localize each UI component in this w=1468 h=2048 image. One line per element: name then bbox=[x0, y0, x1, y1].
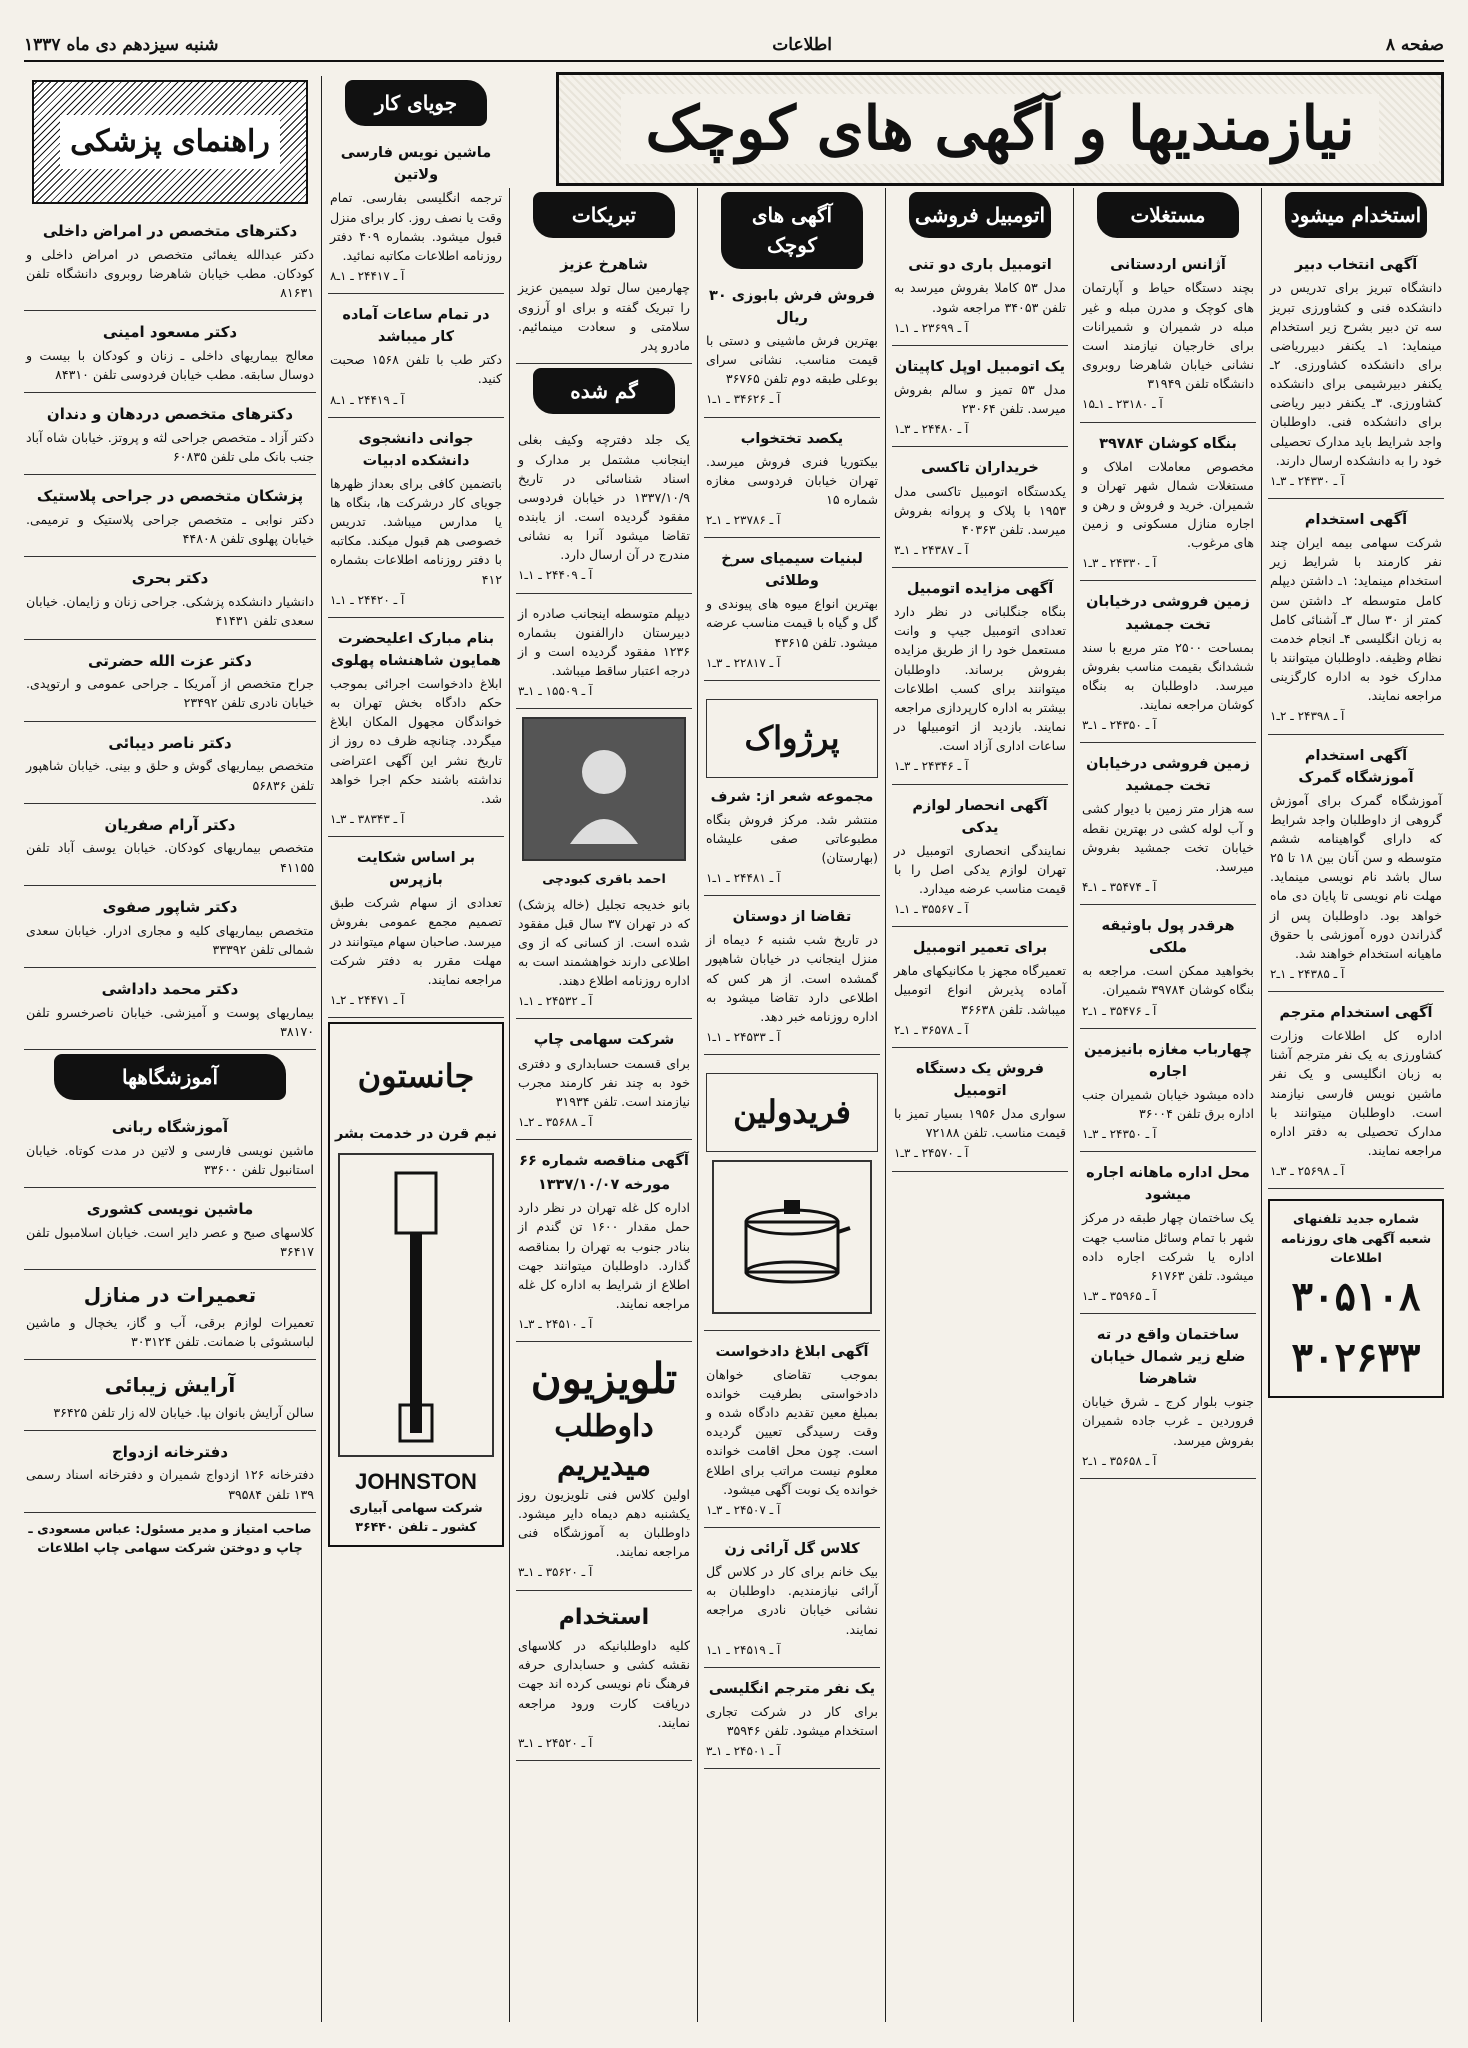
column-divider bbox=[509, 188, 510, 2022]
ad-body: بیک خانم برای کار در کلاس گل آرائی نیازمندیم. داوطلبان به نشانی خیابان نادری مراجعه نمایند. bbox=[706, 1564, 878, 1637]
cooker-icon bbox=[732, 1182, 852, 1292]
column-employment bbox=[1268, 188, 1444, 2022]
ad-code: آ ـ ۳۵۴۷۴ ـ ۱ـ۴ bbox=[1082, 879, 1157, 894]
ad-body: نمایندگی انحصاری اتومبیل در تهران لوازم یدکی اصل را با قیمت مناسب عرضه میدارد. bbox=[894, 842, 1066, 896]
tender-date: مورخه ۱۳۳۷/۱۰/۰۷ bbox=[537, 1177, 671, 1194]
tv-subtitle: داوطلب میدیریم bbox=[554, 1408, 654, 1483]
ad-body: داده میشود خیابان شمیران جنب اداره برق تلفن ۳۶۰۰۴ bbox=[1082, 1086, 1254, 1121]
ad-body: دانشگاه تبریز برای تدریس در دانشکده فنی و کشاورزی تبریز سه تن دبیر بشرح زیر استخدام مینماید: ۱ـ یکنفر دبیرریاضی برای دانشکده کشاورزی. ۲ـ یکنفر دبیرشیمی برای دانشکده کشاورزی. ۳ـ یکنفر دبیر ریاضی برای دانشکده فنی. داوطلبان واجد شرایط باید مدارک تحصیلی خود را به دانشکده ارسال دارند. bbox=[1270, 280, 1442, 468]
classified-ad bbox=[704, 1335, 880, 1528]
beauty-ad bbox=[24, 1364, 316, 1431]
ad-code: آ ـ ۲۴۵۳۲ ـ ۱ـ۱ bbox=[518, 994, 593, 1009]
water-pump-icon bbox=[376, 1165, 456, 1445]
ad-code: آ ـ ۲۴۵۱۰ ـ ۳ـ۱ bbox=[518, 1317, 593, 1332]
doctor-listing bbox=[24, 726, 316, 804]
ad-head: هرقدر پول باوثیقه ملکی bbox=[1101, 918, 1235, 957]
ad-body: بهترین انواع میوه های پیوندی و گل و گیاه با قیمت مناسب عرضه میشود. تلفن ۴۳۶۱۵ bbox=[706, 596, 878, 650]
classified-ad bbox=[1268, 996, 1444, 1189]
ad-code: آ ـ ۲۴۵۲۰ ـ ۱ـ۳ bbox=[518, 1735, 593, 1750]
ad-body: ابلاغ دادخواست اجرائی بموجب حکم دادگاه بخش تهران به خواندگان مجهول المکان ابلاغ میگردد. چنانچه ظرف ده روز از تاریخ نشر این آگهی اعتراضی نداشته باشند حکم اجرا خواهد شد. bbox=[330, 676, 502, 806]
ad-head: یک اتومبیل اوپل کاپیتان bbox=[894, 358, 1066, 375]
ad-head: در تمام ساعات آماده کار میباشد bbox=[342, 307, 490, 346]
ad-body: بموجب تقاضای خواهان دادخواستی بطرفیت خوانده بمبلغ معین تقدیم دادگاه شده و وقت رسیدگی تعیین گردیده است. چون محل اقامت خوانده معلوم نیست مراتب برای اطلاع خوانده یک نوبت آگهی میشود. bbox=[706, 1366, 878, 1497]
ad-head: دکتر شاپور صفوی bbox=[102, 897, 238, 916]
classified-ad bbox=[892, 931, 1068, 1048]
classified-ad bbox=[892, 1052, 1068, 1172]
ad-code: آ ـ ۲۳۷۸۶ ـ ۱ـ۲ bbox=[706, 512, 781, 527]
publisher-footer: صاحب امتیاز و مدیر مسئول: عباس مسعودی ـ چاپ و دوختن شرکت سهامی چاپ اطلاعات bbox=[28, 1520, 312, 1555]
classified-ad bbox=[892, 572, 1068, 784]
ad-body: بچند دستگاه حیاط و آپارتمان های کوچک و مدرن مبله و غیر مبله در شمیران و شمیرانات برای خارجیان نیازمند است نشانی خیابان شاهرضا روبروی دانشگاه تلفن ۳۱۹۴۹ bbox=[1082, 280, 1254, 392]
ad-code: آ ـ ۳۴۶۲۶ ـ ۱ـ۱ bbox=[706, 392, 781, 407]
classified-ad bbox=[1080, 1156, 1256, 1314]
ad-body: مخصوص معاملات املاک و مستغلات شمال شهر تهران و شمیران. خرید و فروش و رهن و اجاره منازل مسکونی و زمین های مرغوب. bbox=[1082, 458, 1254, 551]
ad-body: سواری مدل ۱۹۵۶ بسیار تمیز با قیمت مناسب. تلفن ۷۲۱۸۸ bbox=[894, 1106, 1066, 1141]
column-divider bbox=[697, 188, 698, 2022]
pump-brand-ad bbox=[328, 1022, 504, 1546]
ad-head: آگهی استخدام مترجم bbox=[1279, 1005, 1433, 1022]
page-label: صفحه ۸ bbox=[1385, 35, 1444, 55]
ad-code: آ ـ ۲۳۶۹۹ ـ ۱ـ۱ bbox=[894, 320, 969, 335]
ad-code: آ ـ ۲۴۴۷۱ ـ ۲ـ۱ bbox=[330, 993, 405, 1008]
page-date: شنبه سیزدهم دی ماه ۱۳۳۷ bbox=[24, 35, 219, 55]
classified-ad bbox=[1268, 503, 1444, 735]
ad-head: بر اساس شکایت بازپرس bbox=[356, 850, 476, 889]
classified-ad bbox=[328, 422, 504, 618]
ad-body: بانو خدیجه تجلیل (خاله پزشک) که در تهران ۳۷ سال قبل مفقود شده است. از کسانی که از وی اطلاعی دارند خواهشمند است به اداره روزنامه اطلاع دهند. bbox=[518, 896, 690, 989]
ad-code: آ ـ ۲۴۳۸۷ ـ ۱ـ۳ bbox=[894, 542, 969, 557]
classified-ad bbox=[704, 422, 880, 539]
ad-code: آ ـ ۲۴۴۱۹ ـ ۱ـ۸ bbox=[330, 392, 405, 407]
ad-code: آ ـ ۲۴۵۰۷ ـ ۳ـ۱ bbox=[706, 1502, 781, 1517]
ad-body: تعمیرات لوازم برقی، آب و گاز، یخچال و ماشین لباسشوئی با ضمانت. تلفن ۳۰۳۱۲۴ bbox=[26, 1314, 314, 1349]
ad-body: مدل ۵۳ کاملا بفروش میرسد به تلفن ۳۴۰۵۳ مراجعه شود. bbox=[894, 280, 1066, 315]
ad-body: آموزشگاه گمرک برای آموزش گروهی از داوطلبان واجد شرایط که دارای گواهینامه ششم متوسطه و سن آنان بین ۱۸ تا ۲۵ سال باشد نام نویسی مینماید. مهلت نام نویسی تا پایان دی ماه خواهد بود. داوطلبان پس از گذراندن دوره آموزشی با حقوق ماهیانه استخدام خواهند شد. bbox=[1270, 792, 1442, 961]
section-title-cars: اتومبیل فروشی bbox=[909, 192, 1050, 238]
ad-head: بنام مبارک اعلیحضرت همایون شاهنشاه پهلوی bbox=[331, 630, 501, 669]
portrait-caption: احمد باقری کبودچی bbox=[542, 871, 666, 887]
classified-ad bbox=[328, 298, 504, 418]
ad-code: آ ـ ۲۴۴۱۷ ـ ۱ـ۸ bbox=[330, 269, 405, 284]
ad-code: آ ـ ۳۶۵۷۸ ـ ۱ـ۲ bbox=[894, 1022, 969, 1037]
paper-name: اطلاعات bbox=[772, 35, 833, 55]
classified-ad bbox=[1268, 739, 1444, 993]
column-divider bbox=[1073, 188, 1074, 2022]
ad-head: خریداران تاکسی bbox=[921, 460, 1039, 477]
ad-head: دکترهای متخصص در امراض داخلی bbox=[42, 222, 298, 240]
ad-body: ترجمه انگلیسی بفارسی. تمام وقت یا نصف روز. کار برای منزل قبول میشود. بشماره ۴۰۹ دفتر روزنامه اطلاعات مکاتبه نمائید. bbox=[330, 190, 502, 263]
ad-head: لبنیات سیمیای سرخ وطلائی bbox=[721, 551, 863, 590]
ad-head: تعمیرات در منازل bbox=[83, 1283, 257, 1308]
promo-line: شماره جدید تلفنهای bbox=[1292, 1211, 1420, 1227]
ad-head: اتومبیل باری دو تنی bbox=[908, 257, 1052, 274]
ad-head: یک نفر مترجم انگلیسی bbox=[708, 1680, 876, 1697]
ad-body: تعدادی از سهام شرکت طبق تصمیم مجمع عمومی بفروش میرسد. صاحبان سهام میتوانند در مهلت مقرر به دفتر شرکت مراجعه نمایند. bbox=[330, 895, 502, 987]
ad-body: شرکت سهامی بیمه ایران چند نفر کارمند با شرایط زیر استخدام مینماید: ۱ـ داشتن دیپلم کامل متوسطه ۲ـ داشتن سن کمتر از ۳۰ سال ۳ـ آشنائی کامل به زبان انگلیسی ۴ـ انجام خدمت نظام وظیفه. داوطلبان میتوانند با مدارک خود به اداره کارگزینی مراجعه نمایند. bbox=[1270, 535, 1442, 704]
ad-code: آ ـ ۲۴۴۲۰ ـ ۱ـ۱ bbox=[330, 592, 405, 607]
doctor-listing bbox=[24, 214, 316, 311]
classified-ad bbox=[704, 279, 880, 418]
section-title-misc: آگهی های کوچک bbox=[721, 192, 862, 269]
doctor-listing bbox=[24, 972, 316, 1050]
ad-code: آ ـ ۳۸۳۴۳ ـ ۳ـ۱ bbox=[330, 812, 405, 827]
ad-body: برای قسمت حسابداری و دفتری خود به چند نفر کارمند مجرب نیازمند است. تلفن ۳۱۹۳۴ bbox=[518, 1055, 690, 1109]
section-title-congrats: تبریکات bbox=[533, 192, 674, 238]
ad-head: فروش فرش بابوزی ۳۰ ریال bbox=[709, 287, 875, 326]
section-title-properties: مستغلات bbox=[1097, 192, 1238, 238]
ad-body: جراح متخصص از آمریکا ـ جراحی عمومی و ارتوپدی. خیابان نادری تلفن ۲۳۴۹۲ bbox=[26, 676, 314, 711]
company-ad bbox=[516, 1023, 692, 1140]
hire-ad bbox=[516, 1595, 692, 1761]
ad-body: کلاسهای صبح و عصر دایر است. خیابان اسلامبول تلفن ۳۶۴۱۷ bbox=[26, 1225, 314, 1260]
classified-ad bbox=[892, 789, 1068, 928]
ad-body: اداره کل اطلاعات وزارت کشاورزی به یک نفر مترجم آشنا به زبان انگلیسی و یک نفر ماشین نویس فارسی نیازمند است. داوطلبان میتوانند با مدارک تحصیلی به دفتر اداره مراجعه نمایند. bbox=[1270, 1028, 1442, 1159]
classified-ad bbox=[1080, 585, 1256, 743]
column-divider bbox=[321, 76, 322, 2022]
section-title-lost: گم شده bbox=[533, 368, 674, 414]
ad-code: آ ـ ۳۵۶۸۸ ـ ۲ـ۱ bbox=[518, 1114, 593, 1129]
classified-ad bbox=[1080, 1318, 1256, 1479]
classified-ad bbox=[704, 900, 880, 1055]
section-title-classes: آموزشگاهها bbox=[54, 1054, 286, 1100]
ad-head: دکترهای متخصص دردهان و دندان bbox=[46, 405, 294, 424]
classified-ad bbox=[704, 542, 880, 681]
ad-body: جنوب بلوار کرج ـ شرق خیابان فروردین ـ غرب جاده شمیران بفروش میرسد. bbox=[1082, 1394, 1254, 1448]
column-doctors bbox=[24, 76, 316, 2022]
ad-code: آ ـ ۲۴۴۸۱ ـ ۱ـ۱ bbox=[706, 870, 781, 885]
tv-title: تلویزیون bbox=[530, 1354, 678, 1404]
ad-head: دکتر عزت الله حضرتی bbox=[88, 651, 252, 670]
ad-body: بهترین فرش ماشینی و دستی با قیمت مناسب. نشانی سرای بوعلی طبقه دوم تلفن ۳۶۷۶۵ bbox=[706, 332, 878, 387]
doctor-listing bbox=[24, 644, 316, 722]
ad-head: آگهی استخدام bbox=[1304, 512, 1408, 529]
ad-body: دکتر طب با تلفن ۱۵۶۸ صحبت کنید. bbox=[330, 352, 502, 387]
ad-code: آ ـ ۲۵۶۹۸ ـ ۳ـ۱ bbox=[1270, 1164, 1345, 1179]
column-properties bbox=[1080, 188, 1256, 2022]
ad-head: تقاضا از دوستان bbox=[732, 909, 852, 926]
ad-code: آ ـ ۳۵۶۲۰ ـ ۱ـ۳ bbox=[518, 1565, 593, 1580]
phone-promo-box bbox=[1268, 1199, 1444, 1398]
ad-head: آموزشگاه ربانی bbox=[111, 1118, 229, 1137]
ad-code: آ ـ ۲۴۳۴۶ ـ ۳ـ۱ bbox=[894, 759, 969, 774]
ad-code: آ ـ ۲۴۵۷۰ ـ ۳ـ۱ bbox=[894, 1146, 969, 1161]
ad-head: آژانس اردستانی bbox=[1110, 257, 1226, 274]
ad-body: کلیه داوطلبانیکه در کلاسهای نقشه کشی و حسابداری حرفه فرهنگ نام نویسی کرده اند جهت دریافت کارت ورود مراجعه نمایند. bbox=[518, 1638, 690, 1730]
column-divider bbox=[1261, 188, 1262, 2022]
classified-ad bbox=[1268, 248, 1444, 499]
ad-body: بیکتوریا فنری فروش میرسد. تهران خیابان فردوسی مغازه شماره ۱۵ bbox=[706, 453, 878, 507]
doctor-listing bbox=[24, 808, 316, 886]
class-listing bbox=[24, 1192, 316, 1270]
ad-head: شرکت سهامی چاپ bbox=[533, 1032, 675, 1049]
classified-ad bbox=[704, 1672, 880, 1770]
ad-head: دکتر بحری bbox=[131, 569, 209, 588]
book-title: پرژواک bbox=[706, 699, 878, 778]
tv-ad bbox=[516, 1346, 692, 1590]
lost-item-ad bbox=[516, 889, 692, 1020]
ad-body: بنگاه جنگلبانی در نظر دارد تعدادی اتومبیل جیپ و وانت مستعمل خود را از طریق مزایده بفروش برساند. داوطلبان میتوانند برای کسب اطلاعات بیشتر به اداره کارپردازی مراجعه نمایند. بازدید از اتومبیلها در ساعات اداری آزاد است. bbox=[894, 604, 1066, 754]
ad-body: بخواهید ممکن است. مراجعه به بنگاه کوشان ۳۹۷۸۴ شمیران. bbox=[1082, 963, 1254, 998]
ad-body: دانشیار دانشکده پزشکی. جراحی زنان و زایمان. خیابان سعدی تلفن ۴۱۴۳۱ bbox=[26, 594, 314, 629]
repairs-ad bbox=[24, 1274, 316, 1360]
ad-code: آ ـ ۲۴۳۹۸ ـ ۲ـ۱ bbox=[1270, 709, 1345, 724]
ad-head: آگهی استخدام آموزشگاه گمرک bbox=[1298, 747, 1414, 786]
classifieds-masthead bbox=[556, 72, 1444, 186]
ad-head: یکصد تختخواب bbox=[740, 430, 844, 447]
ad-body: چهارمین سال تولد سیمین عزیز را تبریک گفته و برای او آرزوی سلامتی و سعادت مینمائیم. مادرو پدر bbox=[518, 280, 690, 353]
classified-ad bbox=[704, 1532, 880, 1668]
ad-body: در تاریخ شب شنبه ۶ دیماه از منزل اینجانب در خیابان شاهپور گمشده است. از هر کس که اطلاعی دارد تقاضا میشود به اداره روزنامه خبر دهد. bbox=[706, 932, 878, 1024]
book-subtitle: مجموعه شعر از: شرف bbox=[710, 788, 874, 805]
brand-title: فریدولین bbox=[706, 1073, 878, 1152]
classified-ad bbox=[328, 622, 504, 837]
ad-body: دفترخانه ۱۲۶ ازدواج شمیران و دفترخانه اسناد رسمی ۱۳۹ تلفن ۳۹۵۸۴ bbox=[26, 1467, 315, 1502]
ad-body: متخصص بیماریهای کودکان. خیابان یوسف آباد تلفن ۴۱۱۵۵ bbox=[26, 840, 314, 875]
doctor-listing bbox=[24, 890, 316, 968]
classified-ad bbox=[1080, 248, 1256, 422]
ad-code: آ ـ ۳۵۵۶۷ ـ ۱ـ۱ bbox=[894, 902, 969, 917]
ad-head: زمین فروشی درخیابان تخت جمشید bbox=[1086, 594, 1250, 633]
ad-head: محل اداره ماهانه اجاره میشود bbox=[1086, 1165, 1250, 1204]
tender-ad bbox=[516, 1144, 692, 1342]
ad-code: آ ـ ۳۵۴۷۶ ـ ۱ـ۲ bbox=[1082, 1003, 1157, 1018]
brand-logo-text: JOHNSTON bbox=[355, 1468, 477, 1494]
ad-body: تعمیرگاه مجهز با مکانیکهای ماهر آماده پذیرش انواع اتومبیل میباشد. تلفن ۳۶۶۳۸ bbox=[894, 963, 1066, 1017]
brand-slogan: نیم قرن در خدمت بشر bbox=[335, 1125, 497, 1142]
ad-head: آگهی مزایده اتومبیل bbox=[906, 581, 1054, 598]
portrait-photo bbox=[522, 717, 686, 861]
ad-body: دیپلم متوسطه اینجانب صادره از دبیرستان دارالفنون بشماره ۱۲۳۶ مفقود گردیده است و از درجه اعتبار ساقط میباشد. bbox=[518, 605, 690, 679]
ad-head: آگهی مناقصه شماره ۶۶ bbox=[519, 1153, 689, 1170]
ad-head: کلاس گل آرائی زن bbox=[724, 1541, 860, 1558]
ad-head: پزشکان متخصص در جراحی پلاستیک bbox=[36, 487, 304, 506]
column-jobs-wanted bbox=[328, 76, 504, 2022]
ad-code: آ ـ ۲۴۵۰۱ ـ ۱ـ۳ bbox=[706, 1744, 781, 1759]
doctor-listing bbox=[24, 315, 316, 393]
ad-code: آ ـ ۳۵۶۵۸ ـ ۱ـ۲ bbox=[1082, 1453, 1157, 1468]
section-title-doctors: راهنمای پزشکی bbox=[60, 115, 280, 169]
ad-head: ساختمان واقع در ته ضلع زیر شمال خیابان شاهرضا bbox=[1090, 1327, 1246, 1388]
ad-code: آ ـ ۱۵۵۰۹ ـ ۱ـ۳ bbox=[518, 684, 593, 699]
ad-head: دکتر آرام صفریان bbox=[104, 815, 236, 834]
ad-head: برای تعمیر اتومبیل bbox=[912, 940, 1048, 957]
ad-code: آ ـ ۲۴۴۰۹ ـ ۱ـ۱ bbox=[518, 568, 593, 583]
ad-code: آ ـ ۲۲۸۱۷ ـ ۳ـ۱ bbox=[706, 655, 781, 670]
promo-phone-number: ۳۰۲۶۳۳ bbox=[1291, 1333, 1421, 1381]
ad-body: اولین کلاس فنی تلویزیون روز یکشنبه دهم دیماه دایر میشود. داوطلبان به آموزشگاه فنی مراجعه نمایند. bbox=[518, 1486, 690, 1560]
ad-code: آ ـ ۲۴۴۸۰ ـ ۳ـ۱ bbox=[894, 422, 969, 437]
ad-body: یک جلد دفترچه وکیف بغلی اینجانب مشتمل بر مدارک و اسناد شناسائی در تاریخ ۱۳۳۷/۱۰/۹ در خیابان فردوسی مفقود گردیده است. از یابنده تقاضا میشود آنرا به نشانی مندرج در آن ارسال دارد. bbox=[518, 432, 690, 563]
ad-head: ماشین نویسی کشوری bbox=[86, 1200, 254, 1219]
classified-ad bbox=[892, 451, 1068, 568]
ad-code: آ ـ ۲۴۵۳۳ ـ ۱ـ۱ bbox=[706, 1029, 781, 1044]
ad-code: آ ـ ۲۴۳۵۰ ـ ۳ـ۱ bbox=[1082, 1127, 1157, 1142]
classified-ad bbox=[1080, 747, 1256, 905]
ad-body: باتضمین کافی برای بعداز ظهرها جویای کار درشرکت ها، بنگاه ها یا مدارس میباشد. تدریس خصوصی هم قبول میکند. مکاتبه با دفتر روزنامه اطلاعات بشماره ۴۱۲ bbox=[330, 475, 502, 587]
column-divider bbox=[885, 188, 886, 2022]
ad-body: مدل ۵۳ تمیز و سالم بفروش میرسد. تلفن ۲۳۰۶۴ bbox=[894, 381, 1066, 417]
promo-line: شعبه آگهی های روزنامه اطلاعات bbox=[1280, 1230, 1432, 1265]
pressure-cooker-illustration bbox=[712, 1160, 872, 1314]
ad-head: بنگاه کوشان ۳۹۷۸۴ bbox=[1099, 435, 1237, 452]
column-congrats bbox=[516, 188, 692, 2022]
ad-code: آ ـ ۲۴۳۵۰ ـ ۱ـ۳ bbox=[1082, 718, 1157, 733]
classified-ad bbox=[1080, 1033, 1256, 1153]
brand-title: جانستون bbox=[357, 1057, 475, 1096]
ad-head: ماشین نویس فارسی ولاتین bbox=[340, 145, 492, 184]
ad-head: دفترخانه ازدواج bbox=[111, 1442, 229, 1461]
pump-illustration bbox=[338, 1153, 494, 1457]
classified-ad bbox=[1080, 909, 1256, 1029]
ad-body: سالن آرایش بانوان بپا. خیابان لاله زار تلفن ۳۶۴۲۵ bbox=[53, 1404, 314, 1420]
ad-code: آ ـ ۲۴۳۳۰ ـ ۳ـ۱ bbox=[1082, 556, 1157, 571]
brand-ad bbox=[704, 1059, 880, 1331]
doctor-listing bbox=[24, 479, 316, 557]
classified-ad bbox=[892, 350, 1068, 448]
ad-body: برای کار در شرکت تجاری استخدام میشود. تلفن ۳۵۹۴۶ bbox=[706, 1703, 878, 1739]
section-title-jobs-wanted: جویای کار bbox=[345, 80, 486, 126]
page-header bbox=[24, 30, 1444, 62]
ad-body: یکدستگاه اتومبیل تاکسی مدل ۱۹۵۳ با پلاک و پروانه بفروش میرسد. تلفن ۴۰۳۶۳ bbox=[894, 483, 1066, 537]
ad-head: چهارباب مغازه بانیزمین اجاره bbox=[1083, 1041, 1253, 1080]
ad-head: جوانی دانشجوی دانشکده ادبیات bbox=[358, 430, 474, 469]
ad-body: ماشین نویسی فارسی و لاتین در مدت کوتاه. خیابان استانبول تلفن ۳۳۶۰۰ bbox=[26, 1143, 314, 1178]
column-misc bbox=[704, 188, 880, 2022]
column-cars bbox=[892, 188, 1068, 2022]
ad-body: یک ساختمان چهار طبقه در مرکز شهر با تمام وسائل مناسب جهت اداره یا شرکت اجاره داده میشود. تلفن ۶۱۷۶۳ bbox=[1082, 1210, 1254, 1283]
ad-code: آ ـ ۲۳۱۸۰ ـ ۱ـ۱۵ bbox=[1082, 397, 1163, 412]
ad-body: متخصص بیماریهای گوش و حلق و بینی. خیابان شاهپور تلفن ۵۶۸۳۶ bbox=[26, 758, 314, 793]
ad-body: اداره کل غله تهران در نظر دارد حمل مقدار ۱۶۰۰ تن گندم از بنادر جنوب به تهران را بمناقصه گذارد. داوطلبان میتوانند جهت اطلاع از شرایط به اداره کل غله مراجعه نمایند. bbox=[518, 1200, 691, 1311]
ad-body: دکتر آزاد ـ متخصص جراحی لثه و پروتز. خیابان شاه آباد جنب بانک ملی تلفن ۶۰۸۳۵ bbox=[26, 430, 314, 465]
person-icon bbox=[564, 734, 644, 844]
section-title-employment: استخدام میشود bbox=[1285, 192, 1426, 238]
masthead-title: نیازمندیها و آگهی های کوچک bbox=[621, 94, 1378, 164]
doctor-listing bbox=[24, 561, 316, 639]
ad-head: استخدام bbox=[558, 1604, 650, 1630]
ad-head: دکتر ناصر دیبائی bbox=[108, 733, 232, 752]
ad-body: دکتر عبدالله یغمائی متخصص در امراض داخلی و کودکان. مطب خیابان شاهرضا روبروی دانشگاه تلفن ۸۱۶۳۱ bbox=[26, 246, 314, 301]
ad-body: منتشر شد. مرکز فروش بنگاه مطبوعاتی صفی علیشاه (بهارستان) bbox=[706, 811, 878, 865]
medical-guide-logo bbox=[32, 80, 308, 204]
ad-head: شاهرخ عزیز bbox=[560, 257, 648, 274]
ad-code: آ ـ ۲۴۵۱۹ ـ ۱ـ۱ bbox=[706, 1642, 781, 1657]
lost-item-ad bbox=[516, 424, 692, 593]
classified-ad bbox=[1080, 427, 1256, 582]
lost-item-ad bbox=[516, 598, 692, 710]
ad-code: آ ـ ۲۴۳۸۵ ـ ۱ـ۲ bbox=[1270, 966, 1345, 981]
classified-ad bbox=[328, 841, 504, 1018]
ad-body: بمساحت ۲۵۰۰ متر مربع با سند ششدانگ بقیمت مناسب بفروش میرسد. داوطلبان به بنگاه کوشان مراجعه نمایند. bbox=[1082, 639, 1254, 712]
ad-head: آگهی انتخاب دبیر bbox=[1294, 257, 1418, 274]
ad-head: آگهی ابلاغ دادخواست bbox=[715, 1343, 869, 1360]
ad-code: آ ـ ۲۴۳۳۰ ـ ۳ـ۱ bbox=[1270, 473, 1345, 488]
ad-head: آرایش زیبائی bbox=[104, 1373, 236, 1398]
ad-body: سه هزار متر زمین با دیوار کشی و آب لوله کشی در بهترین نقطه خیابان تخت جمشید بفروش میرسد. bbox=[1082, 801, 1254, 874]
ad-head: دکتر محمد داداشی bbox=[101, 979, 239, 998]
ad-body: معالج بیماریهای داخلی ـ زنان و کودکان با بیست و دوسال سابقه. مطب خیابان فردوسی تلفن ۸۴۳۱۰ bbox=[26, 348, 314, 383]
ad-head: آگهی انحصار لوازم یدکی bbox=[912, 797, 1048, 836]
registry-office-ad bbox=[24, 1435, 316, 1513]
ad-head: دکتر مسعود امینی bbox=[102, 323, 238, 342]
ad-code: آ ـ ۳۵۹۶۵ ـ ۳ـ۱ bbox=[1082, 1288, 1157, 1303]
ad-body: متخصص بیماریهای کلیه و مجاری ادرار. خیابان سعدی شمالی تلفن ۳۳۳۹۲ bbox=[26, 922, 314, 957]
promo-phone-number: ۳۰۵۱۰۸ bbox=[1291, 1272, 1421, 1320]
ad-head: زمین فروشی درخیابان تخت جمشید bbox=[1086, 756, 1250, 795]
ad-head: فروش یک دستگاه اتومبیل bbox=[916, 1060, 1044, 1099]
book-ad bbox=[704, 685, 880, 896]
doctor-listing bbox=[24, 397, 316, 475]
brand-footer: شرکت سهامی آبیاری کشور ـ تلفن ۳۶۴۴۰ bbox=[349, 1500, 483, 1535]
class-listing bbox=[24, 1110, 316, 1188]
classified-ad bbox=[516, 248, 692, 364]
ad-body: بیماریهای پوست و آمیزشی. خیابان ناصرخسرو تلفن ۳۸۱۷۰ bbox=[26, 1004, 314, 1039]
ad-body: دکتر نوابی ـ متخصص جراحی پلاستیک و ترمیمی. خیابان پهلوی تلفن ۴۴۸۰۸ bbox=[26, 512, 314, 547]
classified-ad bbox=[328, 136, 504, 294]
classified-ad bbox=[892, 248, 1068, 346]
